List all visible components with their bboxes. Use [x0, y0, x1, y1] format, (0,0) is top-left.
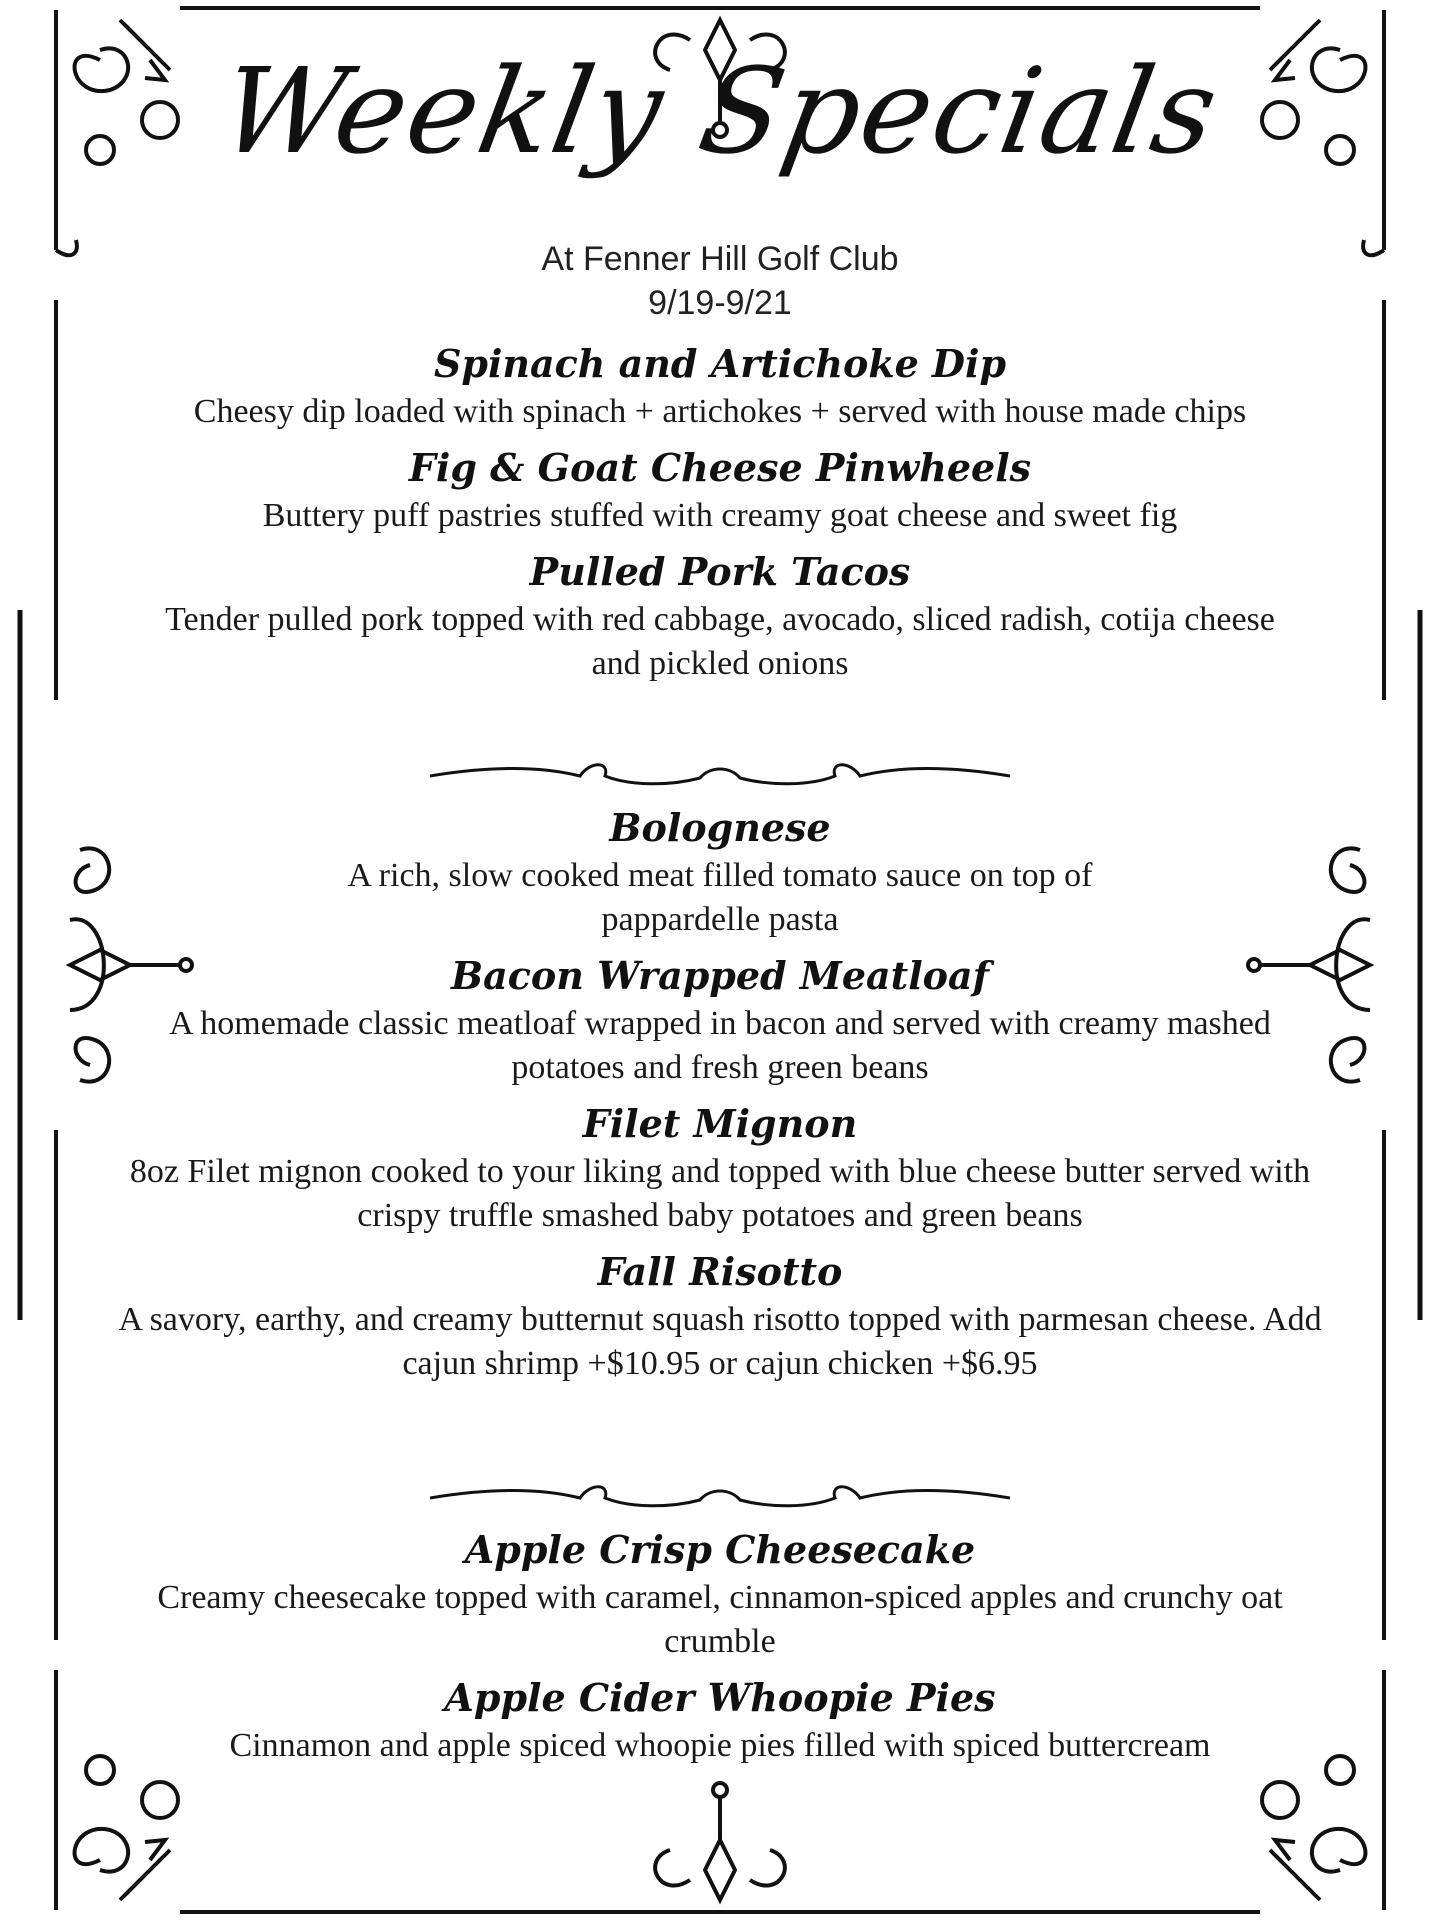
menu-item-name: Filet Mignon [582, 1101, 858, 1146]
menu-item-name: Fall Risotto [597, 1249, 843, 1294]
menu-item-description: 8oz Filet mignon cooked to your liking and topped with blue cheese butter served with crispy truffle smashed baby potatoes and green beans [129, 1153, 1311, 1234]
menu-item-name: Fig & Goat Cheese Pinwheels [408, 445, 1032, 490]
menu-item [110, 1250, 1330, 1386]
section-divider [430, 1478, 1010, 1518]
bottom-center-ornament [655, 1783, 785, 1900]
appetizer-section [110, 342, 1330, 698]
menu-item [110, 342, 1330, 434]
menu-item-description: Tender pulled pork topped with red cabbage, avocado, sliced radish, cotija cheese and pickled onions [165, 601, 1275, 682]
menu-item-description: Buttery puff pastries stuffed with creamy goat cheese and sweet fig [262, 497, 1178, 534]
menu-item [110, 550, 1330, 686]
menu-item-name: Bacon Wrapped Meatloaf [451, 953, 989, 998]
menu-item-description: A savory, earthy, and creamy butternut squash risotto topped with parmesan cheese. Add cajun shrimp +$10.95 or cajun chicken +$6.95 [118, 1301, 1322, 1382]
menu-item [110, 446, 1330, 538]
menu-item-name: Spinach and Artichoke Dip [433, 341, 1007, 386]
menu-item-description: Cinnamon and apple spiced whoopie pies filled with spiced buttercream [229, 1727, 1211, 1764]
menu-item [110, 1528, 1330, 1664]
dessert-section [110, 1528, 1330, 1780]
menu-item [110, 806, 1330, 942]
menu-item-name: Bolognese [609, 805, 831, 850]
event-dates: 9/19-9/21 [648, 284, 792, 322]
menu-item-name: Pulled Pork Tacos [529, 549, 911, 594]
entree-section [110, 806, 1330, 1398]
menu-item-description: Creamy cheesecake topped with caramel, cinnamon-spiced apples and crunchy oat crumble [157, 1579, 1283, 1660]
venue-name: At Fenner Hill Golf Club [541, 240, 899, 278]
page-title: Weekly Specials [211, 42, 1229, 180]
menu-item [110, 954, 1330, 1090]
menu-item [110, 1102, 1330, 1238]
menu-item-name: Apple Cider Whoopie Pies [444, 1675, 996, 1720]
menu-item-description: A homemade classic meatloaf wrapped in bacon and served with creamy mashed potatoes and fresh green beans [169, 1005, 1271, 1086]
section-divider [430, 756, 1010, 796]
menu-item-name: Apple Crisp Cheesecake [464, 1527, 976, 1572]
menu-item-description: A rich, slow cooked meat filled tomato sauce on top of pappardelle pasta [347, 857, 1093, 938]
menu-item [110, 1676, 1330, 1768]
menu-item-description: Cheesy dip loaded with spinach + artichokes + served with house made chips [193, 393, 1247, 430]
